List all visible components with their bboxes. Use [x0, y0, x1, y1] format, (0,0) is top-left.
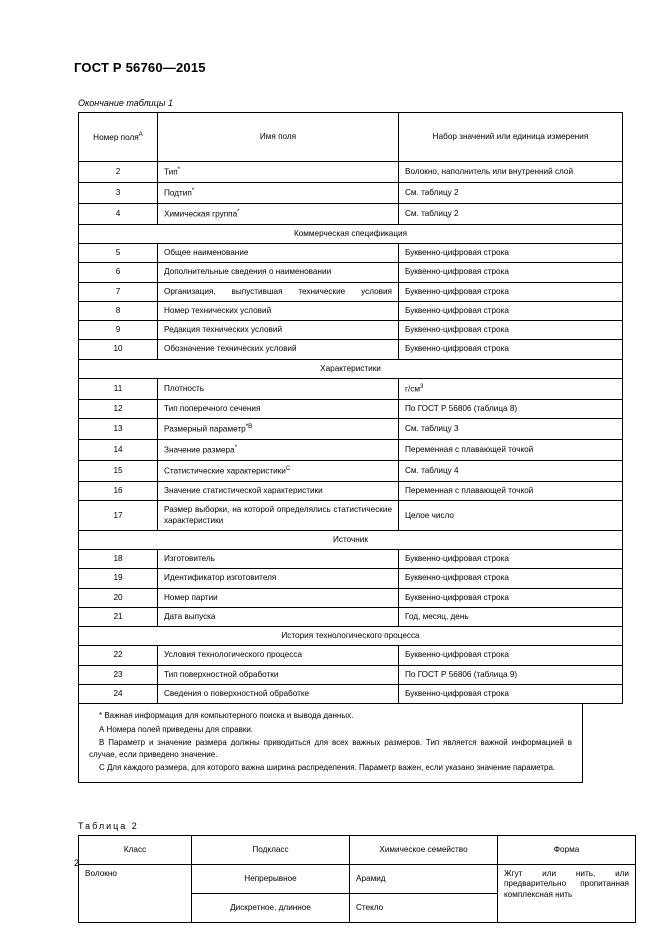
cell-field-number: 4 — [79, 203, 158, 224]
table-row — [79, 588, 623, 607]
cell-field-name: Номер партии — [158, 588, 399, 607]
t2-cell-class: Волокно — [79, 865, 192, 923]
header-cell-name: Имя поля — [158, 113, 399, 162]
cell-field-value: $г/см^3$ — [399, 378, 623, 399]
cell-field-name: Статистические характеристики$^С$ — [158, 461, 399, 482]
t2-header-subclass: Подкласс — [192, 836, 350, 865]
cell-field-value: По ГОСТ Р 56806 (таблица 9) — [399, 665, 623, 684]
cell-field-name: Тип* — [158, 162, 399, 183]
cell-field-number: 21 — [79, 607, 158, 626]
cell-field-value: Целое число — [399, 501, 623, 531]
cell-field-number: 5 — [79, 244, 158, 263]
header-cell-number — [79, 113, 158, 162]
t2-cell-family: Арамид — [350, 865, 498, 894]
table-row — [79, 440, 623, 461]
cell-field-name: Дополнительные сведения о наименовании — [158, 263, 399, 282]
table1-notes — [78, 704, 583, 783]
cell-field-number: 10 — [79, 340, 158, 359]
table-row — [79, 263, 623, 282]
cell-field-value: Буквенно-цифровая строка — [399, 263, 623, 282]
table-row — [79, 461, 623, 482]
cell-field-value: Волокно, наполнитель или внутренний слой — [399, 162, 623, 183]
t2-cell-form: Жгут или нить, или предварительно пропитанная комплексная нить — [498, 865, 636, 923]
table-section-row — [79, 530, 623, 549]
cell-field-name: Изготовитель — [158, 550, 399, 569]
table-section-row — [79, 359, 623, 378]
table-row — [79, 203, 623, 224]
table-row — [79, 301, 623, 320]
section-title: История технологического процесса — [79, 627, 623, 646]
cell-field-number: 14 — [79, 440, 158, 461]
table1-note: С Для каждого размера, для которого важна ширина распределения. Параметр важен, если указано значение параметра. — [99, 763, 556, 773]
table2-caption: Таблица 2 — [78, 821, 139, 831]
cell-field-value: См. таблицу 3 — [399, 419, 623, 440]
table-1 — [78, 112, 623, 704]
cell-field-name: Сведения о поверхностной обработке — [158, 684, 399, 703]
cell-field-name: Размерный параметр$^{*В}$ — [158, 419, 399, 440]
cell-field-value: Год, месяц, день — [399, 607, 623, 626]
cell-field-value: Буквенно-цифровая строка — [399, 569, 623, 588]
table-row — [79, 162, 623, 183]
cell-field-number: 11 — [79, 378, 158, 399]
cell-field-value: Буквенно-цифровая строка — [399, 340, 623, 359]
cell-field-name: Размер выборки, на которой определялись статистические характеристики — [158, 501, 399, 531]
cell-field-value: По ГОСТ Р 56806 (таблица 8) — [399, 399, 623, 418]
table-row — [79, 482, 623, 501]
table-row — [79, 378, 623, 399]
cell-field-name: Редакция технических условий — [158, 321, 399, 340]
table1-note: А Номера полей приведены для справки. — [99, 724, 254, 734]
page-number: 2 — [74, 858, 80, 868]
table-row — [79, 282, 623, 301]
table-row — [79, 419, 623, 440]
cell-field-name: Условия технологического процесса — [158, 646, 399, 665]
cell-field-number: 24 — [79, 684, 158, 703]
cell-field-name: Дата выпуска — [158, 607, 399, 626]
cell-name-superscript: *В — [245, 423, 253, 431]
cell-name-superscript: * — [237, 207, 240, 215]
standard-header: ГОСТ Р 56760—2015 — [74, 60, 206, 75]
table-header-row — [79, 113, 623, 162]
section-title: Коммерческая спецификация — [79, 224, 623, 243]
cell-name-superscript: * — [234, 444, 238, 452]
cell-field-value: Переменная с плавающей точкой — [399, 440, 623, 461]
table2-row — [79, 865, 636, 894]
cell-field-value: См. таблицу 2 — [399, 182, 623, 203]
cell-field-number: 3 — [79, 182, 158, 203]
table-row — [79, 684, 623, 703]
cell-field-value: Буквенно-цифровая строка — [399, 588, 623, 607]
table-row — [79, 607, 623, 626]
cell-field-number: 17 — [79, 501, 158, 531]
table-row — [79, 665, 623, 684]
table-2 — [78, 835, 636, 923]
cell-field-number: 16 — [79, 482, 158, 501]
table-row — [79, 340, 623, 359]
cell-field-number: 9 — [79, 321, 158, 340]
cell-field-name: Плотность — [158, 378, 399, 399]
table2-header-row — [79, 836, 636, 865]
cell-field-number: 20 — [79, 588, 158, 607]
table-row — [79, 244, 623, 263]
table-section-row — [79, 627, 623, 646]
cell-field-name: Значение статистической характеристики — [158, 482, 399, 501]
cell-value-superscript: 3 — [419, 382, 424, 390]
cell-field-number: 18 — [79, 550, 158, 569]
cell-field-value: Буквенно-цифровая строка — [399, 684, 623, 703]
table-row — [79, 569, 623, 588]
section-title: Источник — [79, 530, 623, 549]
cell-field-name: Тип поверхностной обработки — [158, 665, 399, 684]
section-title: Характеристики — [79, 359, 623, 378]
cell-field-name: Подтип* — [158, 182, 399, 203]
cell-field-name: Общее наименование — [158, 244, 399, 263]
cell-field-number: 19 — [79, 569, 158, 588]
cell-field-value: Буквенно-цифровая строка — [399, 550, 623, 569]
table-row — [79, 501, 623, 531]
cell-field-number: 12 — [79, 399, 158, 418]
cell-field-value: Буквенно-цифровая строка — [399, 321, 623, 340]
t2-header-family: Химическое семейство — [350, 836, 498, 865]
cell-field-name: Идентификатор изготовителя — [158, 569, 399, 588]
cell-field-number: 6 — [79, 263, 158, 282]
cell-field-number: 2 — [79, 162, 158, 183]
cell-field-name: Номер технических условий — [158, 301, 399, 320]
table-row — [79, 399, 623, 418]
cell-name-superscript: * — [191, 186, 195, 194]
cell-field-value: Буквенно-цифровая строка — [399, 244, 623, 263]
header-cell-value: Набор значений или единица измерения — [399, 113, 623, 162]
cell-field-value: Переменная с плавающей точкой — [399, 482, 623, 501]
cell-field-name: Обозначение технических условий — [158, 340, 399, 359]
t2-cell-subclass: Непрерывное — [192, 865, 350, 894]
table-row — [79, 182, 623, 203]
table-row — [79, 646, 623, 665]
cell-field-name: Химическая группа* — [158, 203, 399, 224]
table1-note: В Параметр и значение размера должны приводиться для всех важных размеров. Тип является важной информацией в случае, если приведено значение. — [89, 738, 572, 759]
cell-field-value: Буквенно-цифровая строка — [399, 282, 623, 301]
t2-header-class: Класс — [79, 836, 192, 865]
cell-field-value: См. таблицу 4 — [399, 461, 623, 482]
cell-name-superscript: С — [285, 465, 291, 473]
cell-field-value: См. таблицу 2 — [399, 203, 623, 224]
header-number-sup: А — [138, 131, 143, 138]
cell-field-number: 22 — [79, 646, 158, 665]
cell-field-name: Тип поперечного сечения — [158, 399, 399, 418]
table-row — [79, 550, 623, 569]
table-row — [79, 321, 623, 340]
cell-field-number: 13 — [79, 419, 158, 440]
table1-note: * Важная информация для компьютерного поиска и вывода данных. — [99, 711, 354, 720]
t2-cell-family: Стекло — [350, 894, 498, 923]
table1-caption: Окончание таблицы 1 — [78, 98, 173, 108]
cell-field-number: 15 — [79, 461, 158, 482]
cell-field-number: 8 — [79, 301, 158, 320]
t2-cell-subclass: Дискретное, длинное — [192, 894, 350, 923]
cell-field-value: Буквенно-цифровая строка — [399, 301, 623, 320]
cell-field-number: 7 — [79, 282, 158, 301]
cell-field-number: 23 — [79, 665, 158, 684]
cell-field-name: Значение размера* — [158, 440, 399, 461]
cell-name-superscript: * — [177, 166, 181, 173]
table-section-row — [79, 224, 623, 243]
header-number-label: Номер поля — [93, 132, 139, 142]
cell-field-value: Буквенно-цифровая строка — [399, 646, 623, 665]
t2-header-form: Форма — [498, 836, 636, 865]
cell-field-name: Организация, выпустившая технические условия — [158, 282, 399, 301]
